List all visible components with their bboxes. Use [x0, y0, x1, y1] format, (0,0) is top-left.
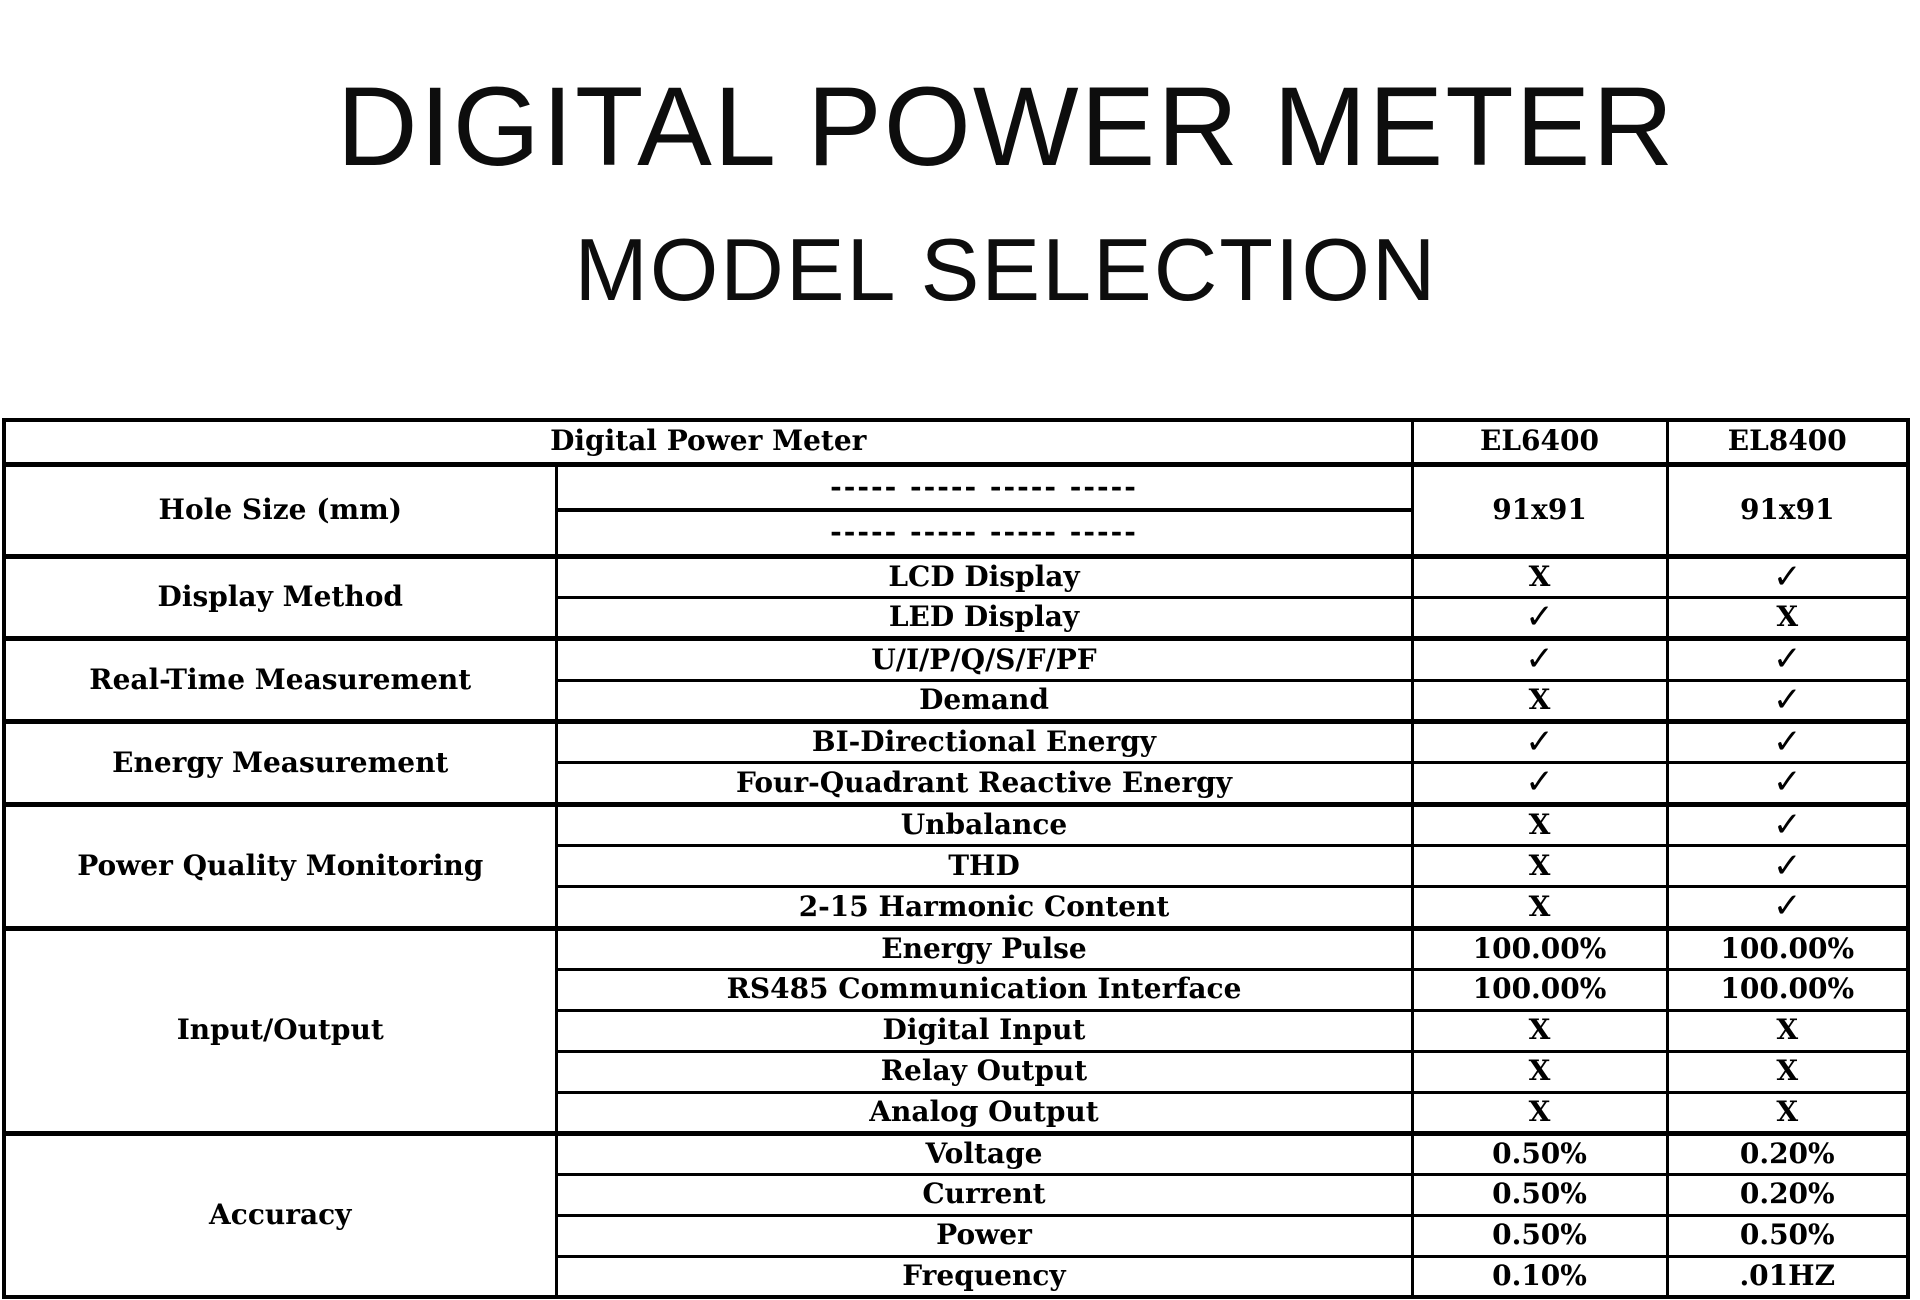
- cross-icon-cell: X: [1667, 1010, 1908, 1051]
- feature-cell: 2-15 Harmonic Content: [556, 887, 1412, 928]
- value-cell: 0.10%: [1412, 1256, 1667, 1297]
- category-cell: Input/Output: [4, 928, 556, 1133]
- model-selection-table: [2, 418, 1910, 1299]
- category-cell: Accuracy: [4, 1133, 556, 1297]
- feature-cell: Relay Output: [556, 1051, 1412, 1092]
- feature-cell: Frequency: [556, 1256, 1412, 1297]
- value-cell: 0.50%: [1412, 1174, 1667, 1215]
- value-cell: 0.50%: [1412, 1133, 1667, 1174]
- feature-cell: U/I/P/Q/S/F/PF: [556, 639, 1412, 680]
- cross-icon-cell: X: [1667, 1051, 1908, 1092]
- hole-size-value-cell: 91x91: [1412, 464, 1667, 556]
- value-cell: 100.00%: [1412, 969, 1667, 1010]
- table-header-product: Digital Power Meter: [4, 420, 1412, 464]
- check-icon-cell: ✓: [1412, 639, 1667, 680]
- cross-icon-cell: X: [1412, 887, 1667, 928]
- feature-cell: Digital Input: [556, 1010, 1412, 1051]
- category-cell: Energy Measurement: [4, 722, 556, 805]
- feature-cell: LCD Display: [556, 556, 1412, 597]
- feature-cell: Analog Output: [556, 1092, 1412, 1133]
- table-row: [4, 804, 1908, 845]
- feature-cell: Demand: [556, 680, 1412, 721]
- feature-cell: Unbalance: [556, 804, 1412, 845]
- cross-icon-cell: X: [1412, 1051, 1667, 1092]
- feature-cell: Energy Pulse: [556, 928, 1412, 969]
- value-cell: .01HZ: [1667, 1256, 1908, 1297]
- table-header-row: [4, 420, 1908, 464]
- cross-icon-cell: X: [1412, 556, 1667, 597]
- feature-cell: RS485 Communication Interface: [556, 969, 1412, 1010]
- check-icon-cell: ✓: [1412, 722, 1667, 763]
- cross-icon-cell: X: [1412, 846, 1667, 887]
- cross-icon-cell: X: [1667, 1092, 1908, 1133]
- category-cell: Hole Size (mm): [4, 464, 556, 556]
- check-icon-cell: ✓: [1412, 597, 1667, 638]
- table-header-model-el6400: EL6400: [1412, 420, 1667, 464]
- value-cell: 0.20%: [1667, 1133, 1908, 1174]
- category-cell: Display Method: [4, 556, 556, 639]
- value-cell: 100.00%: [1412, 928, 1667, 969]
- table-row: [4, 556, 1908, 597]
- value-cell: 0.50%: [1412, 1215, 1667, 1256]
- check-icon-cell: ✓: [1667, 680, 1908, 721]
- check-icon-cell: ✓: [1667, 846, 1908, 887]
- hole-size-value-cell: 91x91: [1667, 464, 1908, 556]
- page-subtitle: MODEL SELECTION: [574, 219, 1438, 319]
- feature-cell: Four-Quadrant Reactive Energy: [556, 763, 1412, 804]
- feature-cell: BI-Directional Energy: [556, 722, 1412, 763]
- feature-cell: Current: [556, 1174, 1412, 1215]
- title-block: [46, 0, 1920, 319]
- page-title: DIGITAL POWER METER: [336, 64, 1676, 189]
- feature-cell: Power: [556, 1215, 1412, 1256]
- table-row: [4, 1133, 1908, 1174]
- value-cell: 100.00%: [1667, 928, 1908, 969]
- check-icon-cell: ✓: [1667, 887, 1908, 928]
- check-icon-cell: ✓: [1667, 556, 1908, 597]
- table-body: [4, 464, 1908, 1297]
- check-icon-cell: ✓: [1667, 763, 1908, 804]
- table-row: [4, 722, 1908, 763]
- dash-cell: ----- ----- ----- -----: [556, 464, 1412, 510]
- cross-icon-cell: X: [1412, 680, 1667, 721]
- check-icon-cell: ✓: [1667, 639, 1908, 680]
- table-header-model-el8400: EL8400: [1667, 420, 1908, 464]
- value-cell: 100.00%: [1667, 969, 1908, 1010]
- table-row: [4, 639, 1908, 680]
- cross-icon-cell: X: [1412, 804, 1667, 845]
- value-cell: 0.50%: [1667, 1215, 1908, 1256]
- category-cell: Power Quality Monitoring: [4, 804, 556, 928]
- table-row: [4, 928, 1908, 969]
- feature-cell: LED Display: [556, 597, 1412, 638]
- cross-icon-cell: X: [1667, 597, 1908, 638]
- cross-icon-cell: X: [1412, 1092, 1667, 1133]
- check-icon-cell: ✓: [1667, 722, 1908, 763]
- check-icon-cell: ✓: [1412, 763, 1667, 804]
- dash-cell: ----- ----- ----- -----: [556, 510, 1412, 556]
- check-icon-cell: ✓: [1667, 804, 1908, 845]
- feature-cell: Voltage: [556, 1133, 1412, 1174]
- table-row: [4, 464, 1908, 510]
- value-cell: 0.20%: [1667, 1174, 1908, 1215]
- feature-cell: THD: [556, 846, 1412, 887]
- cross-icon-cell: X: [1412, 1010, 1667, 1051]
- category-cell: Real-Time Measurement: [4, 639, 556, 722]
